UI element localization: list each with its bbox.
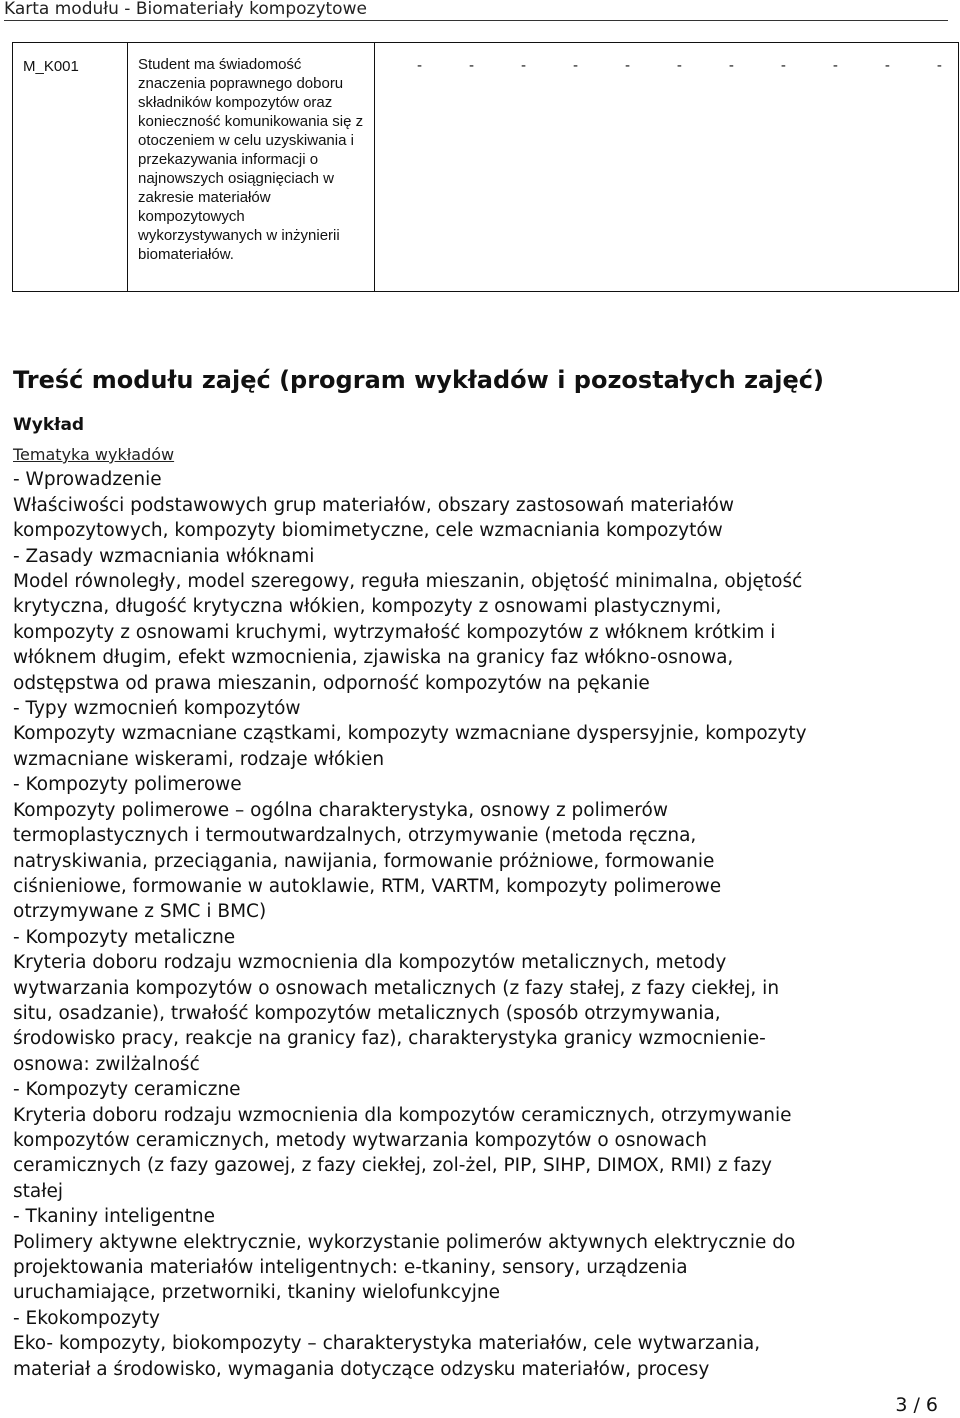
- content-line: krytyczna, długość krytyczna włókien, kompozyty z osnowami plastycznymi,: [13, 596, 722, 618]
- effect-mark: -: [624, 58, 630, 74]
- content-line: kompozyty z osnowami kruchymi, wytrzymałość kompozytów z włóknem krótkim i: [13, 621, 776, 643]
- effect-mark: -: [728, 58, 734, 74]
- effect-mark: -: [936, 58, 942, 74]
- effect-marks-row: [375, 43, 958, 76]
- content-line: kompozytowych, kompozyty biomimetyczne, cele wzmacniania kompozytów: [13, 520, 723, 542]
- content-line: situ, osadzanie), trwałość kompozytów metalicznych (sposób otrzymywania,: [13, 1002, 721, 1024]
- content-line: materiał a środowisko, wymagania dotyczące odzysku materiałów, procesy: [13, 1358, 710, 1380]
- effects-table: [12, 42, 959, 292]
- content-line: ciśnieniowe, formowanie w autoklawie, RTM, VARTM, kompozyty polimerowe: [13, 875, 722, 897]
- content-line: Właściwości podstawowych grup materiałów, obszary zastosowań materiałów: [13, 494, 734, 516]
- content-line: - Zasady wzmacniania włóknami: [13, 545, 315, 567]
- effect-code-cell: [13, 43, 128, 292]
- document-header-title: Karta modułu - Biomateriały kompozytowe: [4, 0, 367, 19]
- content-line: Kryteria doboru rodzaju wzmocnienia dla kompozytów metalicznych, metody: [13, 952, 727, 974]
- content-line: wzmacniane wiskerami, rodzaje włókien: [13, 748, 385, 770]
- content-line: ceramicznych (z fazy gazowej, z fazy ciekłej, zol-żel, PIP, SIHP, DIMOX, RMI) z fazy: [13, 1155, 772, 1177]
- section-subtitle: Wykład: [13, 415, 85, 435]
- effect-code: M_K001: [23, 58, 79, 75]
- content-line: termoplastycznych i termoutwardzalnych, otrzymywanie (metoda ręczna,: [13, 825, 697, 847]
- effect-mark: -: [520, 58, 527, 74]
- effect-description: Student ma świadomość znaczenia poprawnego doboru składników kompozytów oraz konieczność komunikowania się z otoczeniem w celu uzyskiwania i przekazywania informacji o najnowszych osiągnięciach w zakresie materiałów kompozytowych wykorzystywanych w inżynierii biomateriałów.: [138, 56, 364, 263]
- content-line: wytwarzania kompozytów o osnowach metalicznych (z fazy stałej, z fazy ciekłej, in: [13, 977, 780, 999]
- effect-mark: -: [417, 58, 423, 74]
- content-line: - Typy wzmocnień kompozytów: [13, 698, 301, 720]
- effect-mark: -: [884, 58, 890, 74]
- content-line: natryskiwania, przeciągania, nawijania, formowanie próżniowe, formowanie: [13, 850, 715, 872]
- content-line: odstępstwa od prawa mieszanin, odporność kompozytów na pękanie: [13, 672, 650, 694]
- content-line: - Ekokompozyty: [13, 1307, 160, 1329]
- section-title: Treść modułu zajęć (program wykładów i pozostałych zajęć): [13, 366, 824, 394]
- content-line: Polimery aktywne elektrycznie, wykorzystanie polimerów aktywnych elektrycznie do: [13, 1231, 796, 1253]
- content-line: stałej: [13, 1180, 64, 1202]
- content-line: uruchamiające, przetworniki, tkaniny wielofunkcyjne: [13, 1282, 501, 1304]
- effect-mark: -: [676, 58, 682, 74]
- effect-description-cell: [128, 43, 375, 292]
- content-line: Model równoległy, model szeregowy, reguła mieszanin, objętość minimalna, objętość: [13, 571, 803, 593]
- content-line: włóknem długim, efekt wzmocnienia, zjawiska na granicy faz włókno-osnowa,: [13, 647, 734, 669]
- content-line: Kompozyty polimerowe – ogólna charakterystyka, osnowy z polimerów: [13, 799, 668, 821]
- effect-mark: -: [832, 58, 838, 74]
- content-line: - Tkaniny inteligentne: [13, 1206, 215, 1228]
- header-divider: [4, 20, 948, 21]
- effect-mark: -: [780, 58, 786, 74]
- topics-link[interactable]: Tematyka wykładów: [13, 445, 175, 464]
- content-line: - Kompozyty polimerowe: [13, 774, 242, 796]
- content-line: Eko- kompozyty, biokompozyty – charakterystyka materiałów, cele wytwarzania,: [13, 1333, 761, 1355]
- content-line: osnowa: zwilżalność: [13, 1053, 200, 1075]
- content-line: - Wprowadzenie: [13, 469, 162, 491]
- effect-marks-cell: [375, 43, 959, 292]
- content-line: kompozytów ceramicznych, metody wytwarzania kompozytów o osnowach: [13, 1129, 707, 1151]
- content-line: - Kompozyty metaliczne: [13, 926, 236, 948]
- content-line: - Kompozyty ceramiczne: [13, 1079, 241, 1101]
- content-line: otrzymywane z SMC i BMC): [13, 901, 267, 923]
- page-number: 3 / 6: [895, 1394, 938, 1416]
- content-line: projektowania materiałów inteligentnych: e-tkaniny, sensory, urządzenia: [13, 1257, 688, 1278]
- table-row: [13, 43, 959, 292]
- content-line: Kryteria doboru rodzaju wzmocnienia dla kompozytów ceramicznych, otrzymywanie: [13, 1104, 792, 1126]
- effect-mark: -: [572, 58, 579, 74]
- content-line: Kompozyty wzmacniane cząstkami, kompozyty wzmacniane dyspersyjnie, kompozyty: [13, 723, 807, 745]
- effect-mark: -: [468, 58, 475, 74]
- lecture-content: [13, 442, 948, 1382]
- content-line: środowisko pracy, reakcje na granicy faz), charakterystyka granicy wzmocnienie-: [13, 1028, 766, 1050]
